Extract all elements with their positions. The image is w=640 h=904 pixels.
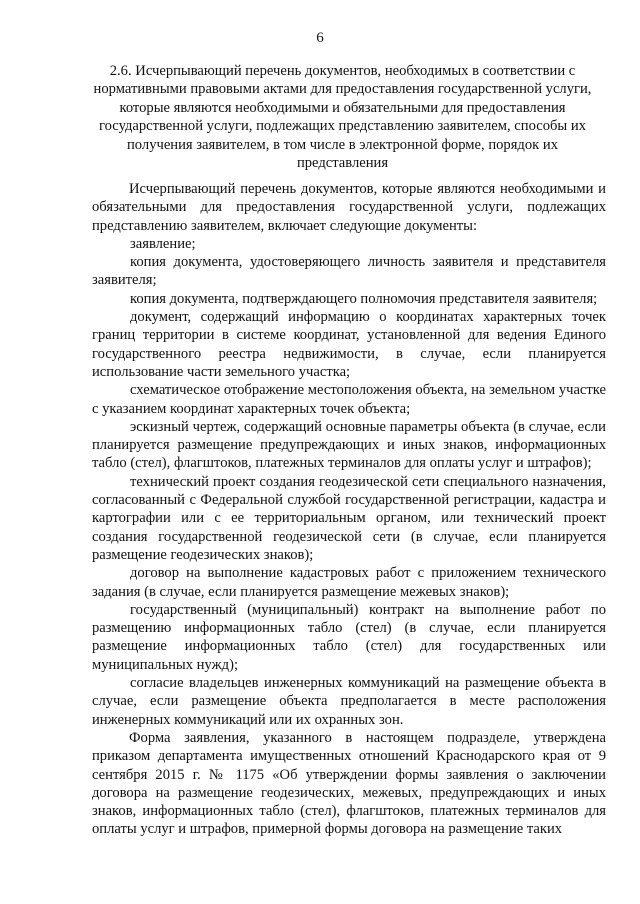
list-item: технический проект создания геодезической сети специального назначения, согласованный с Федеральной службой государственной регистрации, кадастра и картографии или с ее территориальным органом, или технический проект создания государственной геодезической сети (в случае, если планируется размещение геодезических знаков); xyxy=(92,473,606,563)
document-body xyxy=(92,180,606,839)
page-number: 6 xyxy=(316,30,324,46)
list-item: согласие владельцев инженерных коммуникаций на размещение объекта в случае, если размещение объекта предполагается в месте расположения инженерных коммуникаций или их охранных зон. xyxy=(92,675,606,728)
list-item: заявление; xyxy=(130,235,196,252)
form-paragraph: Форма заявления, указанного в настоящем подразделе, утверждена приказом департамента имущественных отношений Краснодарского края от 9 сентября 2015 г. № 1175 «Об утверждении формы заявления о заключении договора на размещение геодезических, межевых, предупреждающих и иных знаков, информационных табло (стел), флагштоков, платежных терминалов для оплаты услуг и штрафов, примерной формы договора на размещение таких xyxy=(92,729,606,838)
list-item: государственный (муниципальный) контракт на выполнение работ по размещению информационных табло (стел) (в случае, если планируется размещение информационных табло (стел) для государственных или муниципальных нужд); xyxy=(92,601,606,673)
list-item: схематическое отображение местоположения объекта, на земельном участке с указанием координат характерных точек объекта; xyxy=(92,382,606,417)
list-item: договор на выполнение кадастровых работ с приложением технического задания (в случае, если планируется размещение межевых знаков); xyxy=(92,565,606,600)
intro-paragraph: Исчерпывающий перечень документов, которые являются необходимыми и обязательными для предоставления государственной услуги, подлежащих представлению заявителем, включает следующие документы: xyxy=(92,181,606,234)
list-item: копия документа, удостоверяющего личность заявителя и представителя заявителя; xyxy=(92,254,606,289)
list-item: эскизный чертеж, содержащий основные параметры объекта (в случае, если планируется размещение предупреждающих и иных знаков, информационных табло (стел), флагштоков, платежных терминалов для оплаты услуг и штрафов); xyxy=(92,418,606,472)
list-item: документ, содержащий информацию о координатах характерных точек границ территории в системе координат, установленной для ведения Единого государственного реестра недвижимости, в случае, если планируется использование части земельного участка; xyxy=(92,309,606,380)
list-item: копия документа, подтверждающего полномочия представителя заявителя; xyxy=(130,290,598,307)
section-heading: 2.6. Исчерпывающий перечень документов, необходимых в соответствии с нормативными правовыми актами для предоставления государственной услуги, которые являются необходимыми и обязательными для предоставления государственной услуги, подлежащих представлению заявителем, способы их получения заявителем, в том числе в электронной форме, порядок их представления xyxy=(93,63,592,172)
